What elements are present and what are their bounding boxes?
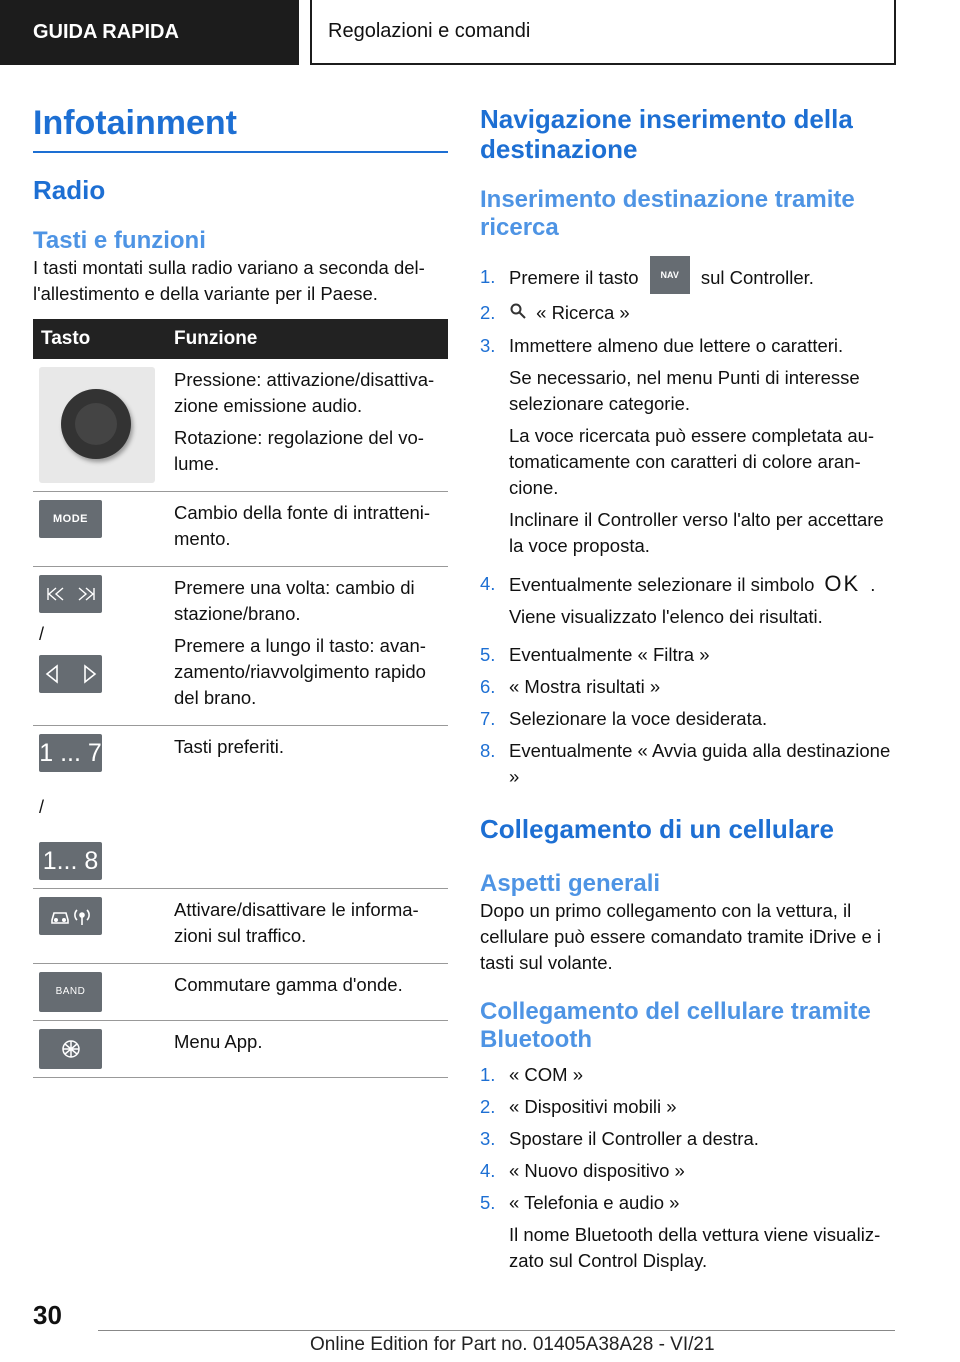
list-item [480,264,900,294]
left-column [33,100,448,1078]
step-number: 6. [480,676,496,698]
table-row [33,964,448,1021]
footer-divider [98,1330,895,1331]
step-text: Immettere almeno due lettere o caratteri. [509,335,844,357]
header-chapter: Regolazioni e comandi [310,0,896,65]
nav-key-icon: NAV [650,256,690,294]
function-text: Cambio della fonte di intrattenimento. [174,502,431,549]
step-number: 3. [480,335,496,357]
traffic-info-icon [39,897,102,935]
keys-intro: I tasti montati sulla radio variano a seconda dell'allestimento e della variante per il Paese. [33,257,425,304]
radio-heading: Radio [33,175,106,205]
step-text: La voce ricercata può essere completata automaticamente con caratteri di colore arancione. [509,425,875,499]
list-item [480,1190,900,1280]
step-text: « Mostra risultati » [509,676,661,698]
nav-steps [480,264,900,790]
function-text: Premere a lungo il tasto: avanzamento/riavvolgimento rapido del brano. [174,635,426,708]
favorites-7-icon: 1 ... 7 [39,734,102,772]
step-text: . [870,574,876,596]
separator: / [39,624,45,644]
header-section: GUIDA RAPIDA [0,0,299,65]
table-row [33,359,448,492]
step-text: Premere il tasto [509,266,639,288]
list-item [480,1126,900,1152]
step-text: « COM » [509,1064,584,1086]
bt-heading: Collegamento del cellulare tramite Bluetooth [480,998,871,1054]
step-text: « Ricerca » [536,302,630,323]
col-tasto: Tasto [33,319,174,359]
step-number: 5. [480,1192,496,1214]
list-item [480,1062,900,1088]
table-row [33,1021,448,1078]
list-item [480,300,900,327]
list-item [480,571,900,636]
step-text: Il nome Bluetooth della vettura viene visualizzato sul Control Display. [509,1224,881,1272]
step-number: 3. [480,1128,496,1150]
footer-edition: Online Edition for Part no. 01405A38A28 - VI/21 [310,1334,715,1355]
app-menu-icon [39,1029,102,1069]
step-number: 7. [480,708,496,730]
step-number: 1. [480,266,496,287]
keys-heading: Tasti e funzioni [33,227,206,254]
step-text: Inclinare il Controller verso l'alto per accettare la voce proposta. [509,509,884,557]
nav-title: Navigazione inserimento della destinazione [480,104,853,164]
step-text: Selezionare la voce desiderata. [509,708,768,730]
right-column [480,100,900,1286]
list-item [480,738,900,790]
step-text: « Telefonia e audio » [509,1192,680,1214]
function-text: Attivare/disattivare le informazioni sul traffico. [174,899,419,946]
table-row [33,726,448,889]
function-text: Menu App. [174,1031,263,1052]
table-header-row [33,319,448,359]
phone-title: Collegamento di un cellulare [480,814,834,845]
general-heading: Aspetti generali [480,870,661,898]
step-text: Eventualmente « Filtra » [509,644,710,666]
step-number: 4. [480,573,496,595]
step-text: Se necessario, nel menu Punti di interesse selezionare categorie. [509,367,860,415]
list-item [480,642,900,668]
function-text: Pressione: attivazione/disattivazione emissione audio. [174,369,435,416]
table-row [33,567,448,726]
keys-table [33,319,448,1078]
seek-buttons-icon [39,655,102,693]
step-number: 2. [480,302,496,323]
step-text: « Nuovo dispositivo » [509,1160,685,1182]
step-number: 5. [480,644,496,666]
col-funzione: Funzione [174,319,448,359]
general-text: Dopo un primo collegamento con la vettura, il cellulare può essere comandato tramite iDrive e i tasti sul volante. [480,900,882,974]
skip-buttons-icon [39,575,102,613]
step-number: 8. [480,740,496,762]
list-item [480,1094,900,1120]
function-text: Premere una volta: cambio di stazione/brano. [174,577,415,624]
function-text: Commutare gamma d'onde. [174,974,403,995]
nav-subtitle: Inserimento destinazione tramite ricerca [480,186,855,241]
ok-symbol-icon: OK [824,571,861,597]
table-row [33,889,448,964]
search-icon [509,301,531,327]
volume-knob-icon [39,367,155,483]
page-title: Infotainment [33,100,448,153]
page-number: 30 [33,1300,62,1330]
table-row [33,492,448,567]
step-text: Eventualmente selezionare il simbolo [509,574,815,596]
step-text: Spostare il Controller a destra. [509,1128,759,1150]
step-text: « Dispositivi mobili » [509,1096,677,1118]
favorites-8-icon: 1... 8 [39,842,102,880]
bt-steps [480,1062,900,1280]
list-item [480,706,900,732]
list-item [480,1158,900,1184]
list-item [480,674,900,700]
function-text: Rotazione: regolazione del volume. [174,427,424,474]
step-number: 4. [480,1160,496,1182]
list-item [480,333,900,565]
function-text: Tasti preferiti. [174,736,285,757]
step-text: Viene visualizzato l'elenco dei risultati. [509,606,823,628]
step-number: 2. [480,1096,496,1118]
step-number: 1. [480,1064,496,1086]
step-text: Eventualmente « Avvia guida alla destinazione » [509,740,891,788]
band-button-icon: BAND [39,972,102,1012]
mode-button-icon: MODE [39,500,102,538]
step-text: sul Controller. [700,266,814,288]
separator: / [39,797,45,817]
